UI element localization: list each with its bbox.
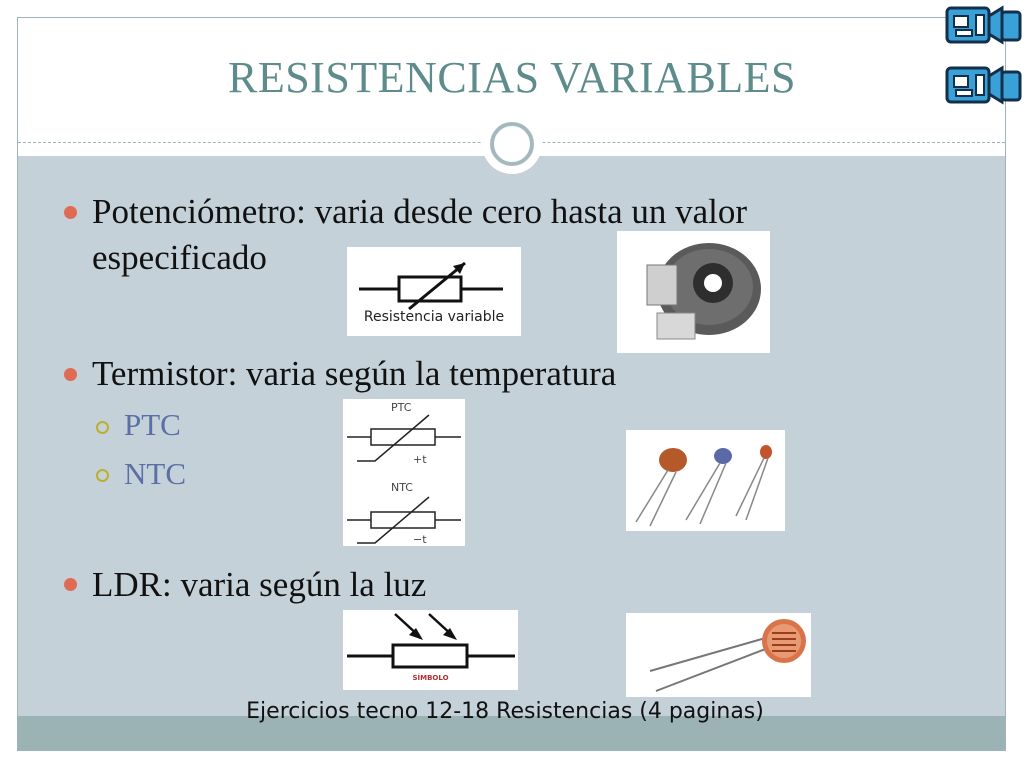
video-camera-icon[interactable]	[944, 2, 1024, 50]
variable-resistor-symbol-image	[347, 247, 521, 336]
ldr-symbol-image	[343, 610, 518, 690]
ldr-photo	[626, 613, 811, 697]
thermistor-symbols	[343, 399, 465, 546]
bullet-dot	[64, 206, 77, 219]
bullet-ldr: LDR: varia según la luz	[92, 565, 427, 604]
bullet-potenciometro-line2: especificado	[92, 238, 267, 277]
ptc-label: PTC	[391, 401, 412, 414]
sub-bullet-ntc: NTC	[124, 456, 186, 491]
ptc-temp-label: +t	[413, 453, 427, 466]
potentiometer-photo	[617, 231, 770, 353]
footer-link[interactable]: Ejercicios tecno 12-18 Resistencias (4 paginas)	[246, 699, 764, 724]
bullet-potenciometro-line1: Potenciómetro: varia desde cero hasta un valor	[92, 192, 748, 231]
bullet-dot	[64, 578, 77, 591]
ntc-temp-label: −t	[413, 533, 427, 546]
divider-circle-ring	[490, 122, 534, 166]
video-camera-icon[interactable]	[944, 62, 1024, 110]
ptc-ntc-symbol-image	[343, 399, 465, 546]
variable-resistor-caption: Resistencia variable	[363, 309, 505, 325]
ldr-symbol-caption: SÍMBOLO	[412, 674, 449, 682]
sub-bullet-ptc: PTC	[124, 407, 181, 442]
sub-bullet-ring	[96, 421, 109, 434]
sub-bullet-ring	[96, 469, 109, 482]
bullet-dot	[64, 368, 77, 381]
slide-title: RESISTENCIAS VARIABLES	[227, 53, 797, 102]
bullet-termistor: Termistor: varia según la temperatura	[92, 354, 617, 393]
thermistors-photo	[626, 430, 785, 531]
ntc-label: NTC	[391, 481, 413, 494]
